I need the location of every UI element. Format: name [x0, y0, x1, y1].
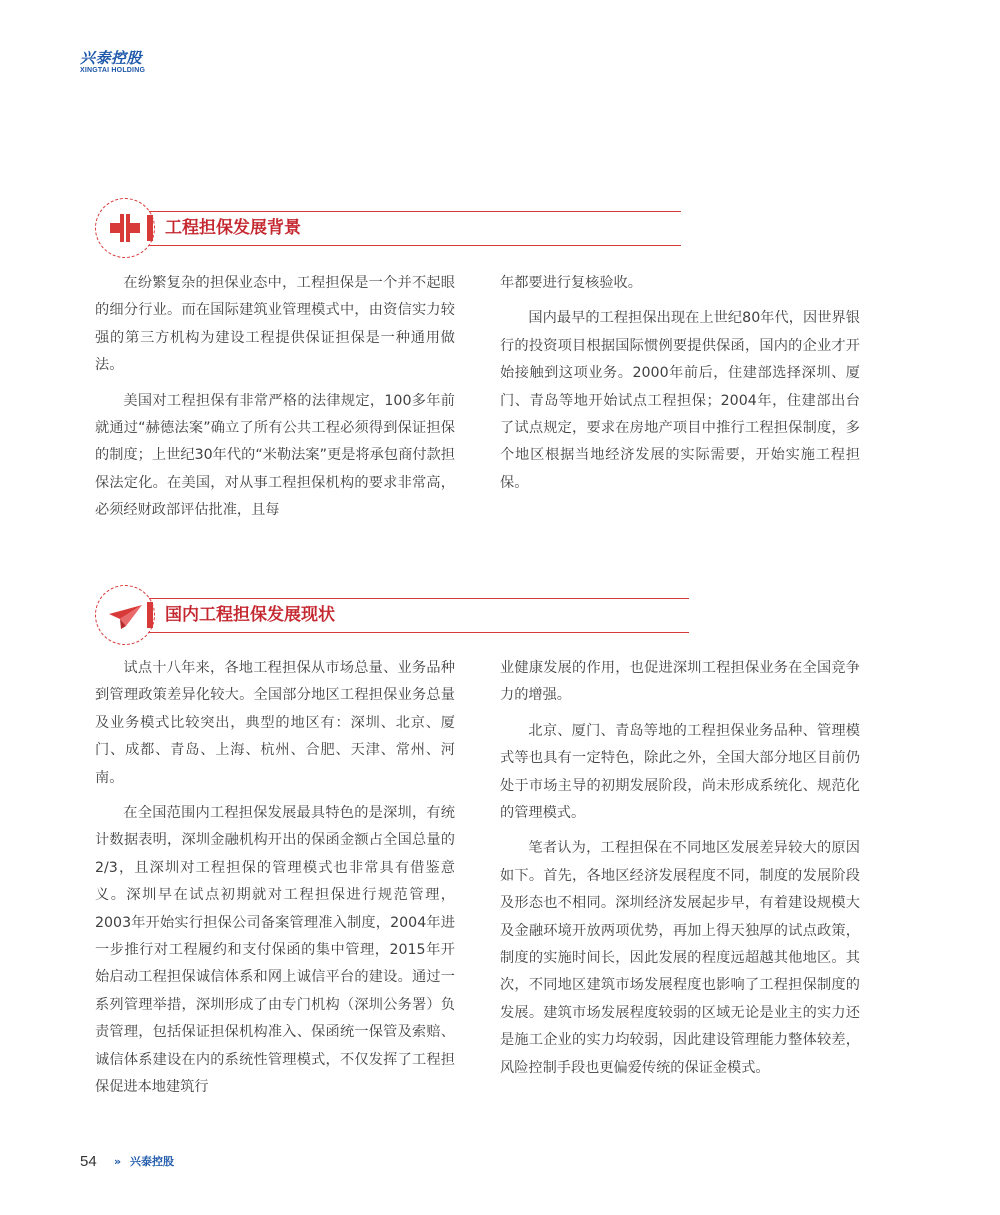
section-title: 工程担保发展背景 [165, 218, 301, 238]
paper-plane-icon [106, 596, 144, 634]
heading-accent-bar [147, 215, 153, 241]
section-heading-status [95, 585, 595, 649]
section-1-left-column [95, 270, 455, 533]
footer-brand: 兴泰控股 [130, 1155, 174, 1168]
logo-chinese-text: 兴泰控股 [80, 49, 143, 67]
paragraph: 业健康发展的作用，也促进深圳工程担保业务在全国竞争力的增强。 [500, 660, 860, 704]
section-2-left-column [95, 655, 455, 1110]
logo-english-text: XINGTAI HOLDING [80, 67, 146, 74]
page-number: 54 [80, 1153, 97, 1170]
paragraph: 试点十八年来，各地工程担保从市场总量、业务品种到管理政策差异化较大。全国部分地区工程担保业务总量及业务模式比较突出，典型的地区有：深圳、北京、厦门、成都、青岛、上海、杭州、合肥、天津、常州、河南。 [95, 660, 455, 786]
paragraph: 在全国范围内工程担保发展最具特色的是深圳，有统计数据表明，深圳金融机构开出的保函金额占全国总量的2/3，且深圳对工程担保的管理模式也非常具有借鉴意义。深圳早在试点初期就对工程担保进行规范管理，2003年开始实行担保公司备案管理准入制度，2004年进一步推行对工程履约和支付保函的集中管理，2015年开始启动工程担保诚信体系和网上诚信平台的建设。通过一系列管理举措，深圳形成了由专门机构（深圳公务署）负责管理，包括保证担保机构准入、保函统一保管及索赔、诚信体系建设在内的系统性管理模式，不仅发挥了工程担保促进本地建筑行 [95, 805, 455, 1096]
heading-accent-bar [147, 602, 153, 628]
section-icon-circle [95, 585, 155, 645]
paragraph: 笔者认为，工程担保在不同地区发展差异较大的原因如下。首先，各地区经济发展程度不同，制度的发展阶段及形态也不相同。深圳经济发展起步早，有着建设规模大及金融环境开放两项优势，再加上得天独厚的试点政策，制度的实施时间长，因此发展的程度远超越其他地区。其次，不同地区建筑市场发展程度也影响了工程担保制度的发展。建筑市场发展程度较弱的区域无论是业主的实力还是施工企业的实力均较弱，因此建设管理能力整体较差，风险控制手段也更偏爱传统的保证金模式。 [500, 840, 860, 1076]
paragraph: 美国对工程担保有非常严格的法律规定，100多年前就通过“赫德法案”确立了所有公共工程必须得到保证担保的制度；上世纪30年代的“米勒法案”更是将承包商付款担保法定化。在美国，对从事工程担保机构的要求非常高，必须经财政部评估批准，且每 [95, 392, 455, 519]
paragraph: 年都要进行复核验收。 [500, 275, 642, 291]
medical-cross-icon [106, 209, 144, 247]
company-logo [80, 50, 160, 75]
heading-rule-top [149, 598, 689, 599]
heading-rule-bottom [149, 245, 681, 246]
paragraph: 在纷繁复杂的担保业态中，工程担保是一个并不起眼的细分行业。而在国际建筑业管理模式中，由资信实力较强的第三方机构为建设工程提供保证担保是一种通用做法。 [95, 275, 455, 374]
paragraph: 国内最早的工程担保出现在上世纪80年代，因世界银行的投资项目根据国际惯例要提供保函，国内的企业才开始接触到这项业务。2000年前后，住建部选择深圳、厦门、青岛等地开始试点工程担保；2004年，住建部出台了试点规定，要求在房地产项目中推行工程担保制度，多个地区根据当地经济发展的实际需要，开始实施工程担保。 [500, 310, 860, 491]
double-chevron-icon: » [114, 1155, 122, 1168]
section-title: 国内工程担保发展现状 [165, 605, 335, 625]
section-icon-circle [95, 198, 155, 258]
section-1-right-column [500, 270, 860, 505]
heading-rule-top [149, 211, 681, 212]
paragraph: 北京、厦门、青岛等地的工程担保业务品种、管理模式等也具有一定特色，除此之外，全国大部分地区目前仍处于市场主导的初期发展阶段，尚未形成系统化、规范化的管理模式。 [500, 722, 860, 822]
section-2-right-column [500, 655, 860, 1090]
section-heading-background [95, 198, 595, 262]
heading-rule-bottom [149, 632, 689, 633]
